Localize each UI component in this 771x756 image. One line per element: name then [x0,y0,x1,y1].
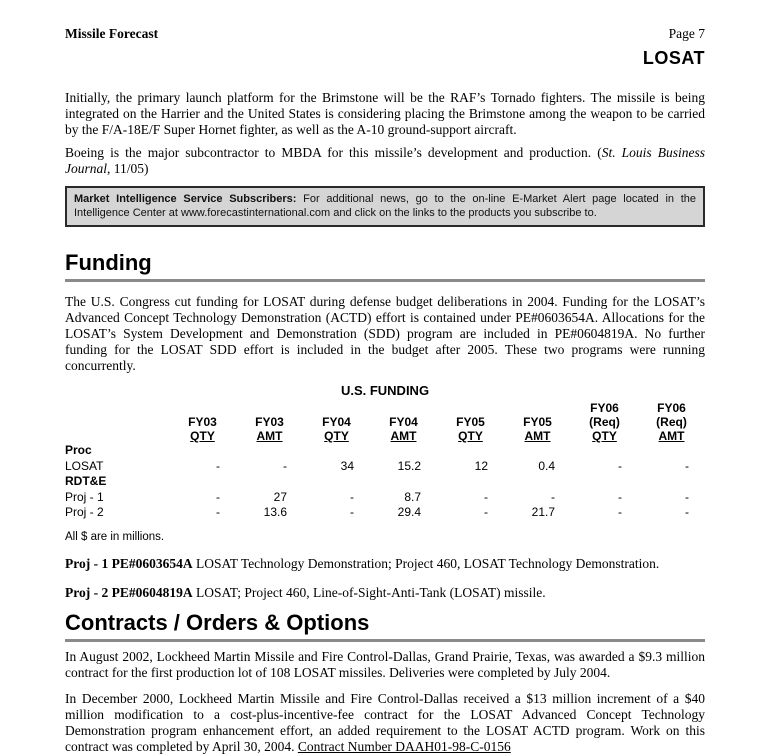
funding-paragraph: The U.S. Congress cut funding for LOSAT during defense budget deliberations in 2004. Funding for the LOSAT’s Advanced Concept Technology Demonstration (ACTD) effort is contained under PE#0603654A. Allocations for the LOSAT’s System Development and Demonstration (SDD) program are included in PE#0604819A. No further funding for the LOSAT SDD effort is included in the budget after 2005. These two programs were running concurrently. [65,294,705,373]
table-row-proj-1: Proj - 1 - 27 - 8.7 - - - - [65,489,689,504]
citation-date: , 11/05) [107,161,149,176]
funding-table-title: U.S. FUNDING [340,383,430,398]
col-header: QTY [458,429,483,443]
table-header-row-fy06 [65,401,705,415]
col-group-year: FY03 [255,415,284,429]
col-group-year: FY05 [456,415,485,429]
intro-paragraph-1: Initially, the primary launch platform for the Brimstone will be the RAF’s Tornado fighters. The missile is being integrated on the Harrier and the United States is considering placing the Brimstone among the weapon to be carried by the F/A-18E/F Super Hornet fighter, as well as the A-10 ground-support aircraft. [65,90,705,137]
table-row-proc [65,443,705,459]
funding-section-heading: Funding [65,251,705,282]
col-group-top [236,401,303,415]
project-note-2 [65,585,705,601]
col-header: QTY [592,429,617,443]
running-header [65,26,705,42]
row-label: RDT&E [65,474,107,488]
funding-table [65,401,705,521]
col-header: QTY [190,429,215,443]
col-header: AMT [256,429,283,443]
document-title: Missile Forecast [65,26,159,41]
row-label: Proc [65,443,92,457]
table-row-proj-2: Proj - 2 - 13.6 - 29.4 - 21.7 - - [65,505,689,519]
col-group-top [437,401,504,415]
table-row-rdte [65,474,705,490]
project-note-2-text: LOSAT; Project 460, Line-of-Sight-Anti-Tank (LOSAT) missile. [196,584,546,600]
contracts-section-heading: Contracts / Orders & Options [65,611,705,642]
report-subtitle: LOSAT [642,48,705,68]
col-group-year: FY04 [322,415,351,429]
col-group-year: FY05 [523,415,552,429]
contracts-paragraph-2 [65,691,705,755]
table-footnote: All $ are in millions. [65,530,165,543]
col-group-top: FY06 [590,401,619,415]
notice-text: For additional news, go to the on-line E-Market Alert page located in the Intelligence Center at www.forecastinternational.com and click on the links to the products you subscribe to. [74,193,696,219]
project-note-2-lead: Proj - 2 PE#0604819A [65,584,193,600]
subscriber-notice-box [65,186,705,227]
col-group-year: (Req) [656,415,687,429]
page-number: Page 7 [668,26,705,41]
table-row-losat: LOSAT - - 34 15.2 12 0.4 - - [65,458,689,473]
col-header: AMT [658,429,685,443]
col-group-year: FY03 [188,415,217,429]
journal-citation: St. Louis Business Journal [65,145,705,176]
project-note-1-text: LOSAT Technology Demonstration; Project 460, LOSAT Technology Demonstration. [196,555,660,571]
col-group-top [303,401,370,415]
project-note-1 [65,556,705,572]
col-header: QTY [324,429,349,443]
col-group-top [370,401,437,415]
col-header: AMT [524,429,551,443]
row-label: Proj - 2 [65,505,104,519]
col-group-year: FY04 [389,415,418,429]
intro-paragraph-2 [65,145,705,177]
table-header-row-qty-amt [65,429,705,443]
contracts-paragraph-2-text: In December 2000, Lockheed Martin Missile and Fire Control-Dallas received a $13 million increment of a $40 million modification to a cost-plus-incentive-fee contract for the LOSAT Advanced Concept Technology Demonstration program enhancement effort, an added requirement to the LOSAT ACTD program. Work on this contract was completed by April 30, 2004. [65,690,705,754]
col-header: AMT [390,429,417,443]
contract-number-link[interactable]: Contract Number DAAH01-98-C-0156 [297,738,511,754]
contracts-paragraph-1: In August 2002, Lockheed Martin Missile and Fire Control-Dallas, Grand Prairie, Texas, was awarded a $9.3 million contract for the first production lot of 108 LOSAT missiles. Deliveries were completed by July 2004. [65,648,705,680]
row-label: LOSAT [65,458,104,473]
table-header-row-years [65,415,705,429]
col-group-year: (Req) [589,415,620,429]
col-group-top [504,401,571,415]
notice-lead: Market Intelligence Service Subscribers: [74,193,297,205]
intro-paragraph-2-text: Boeing is the major subcontractor to MBDA for this missile’s development and production. ( [65,145,602,160]
col-group-top [169,401,236,415]
project-note-1-lead: Proj - 1 PE#0603654A [65,555,193,571]
col-group-top: FY06 [657,401,686,415]
row-label: Proj - 1 [65,489,104,504]
